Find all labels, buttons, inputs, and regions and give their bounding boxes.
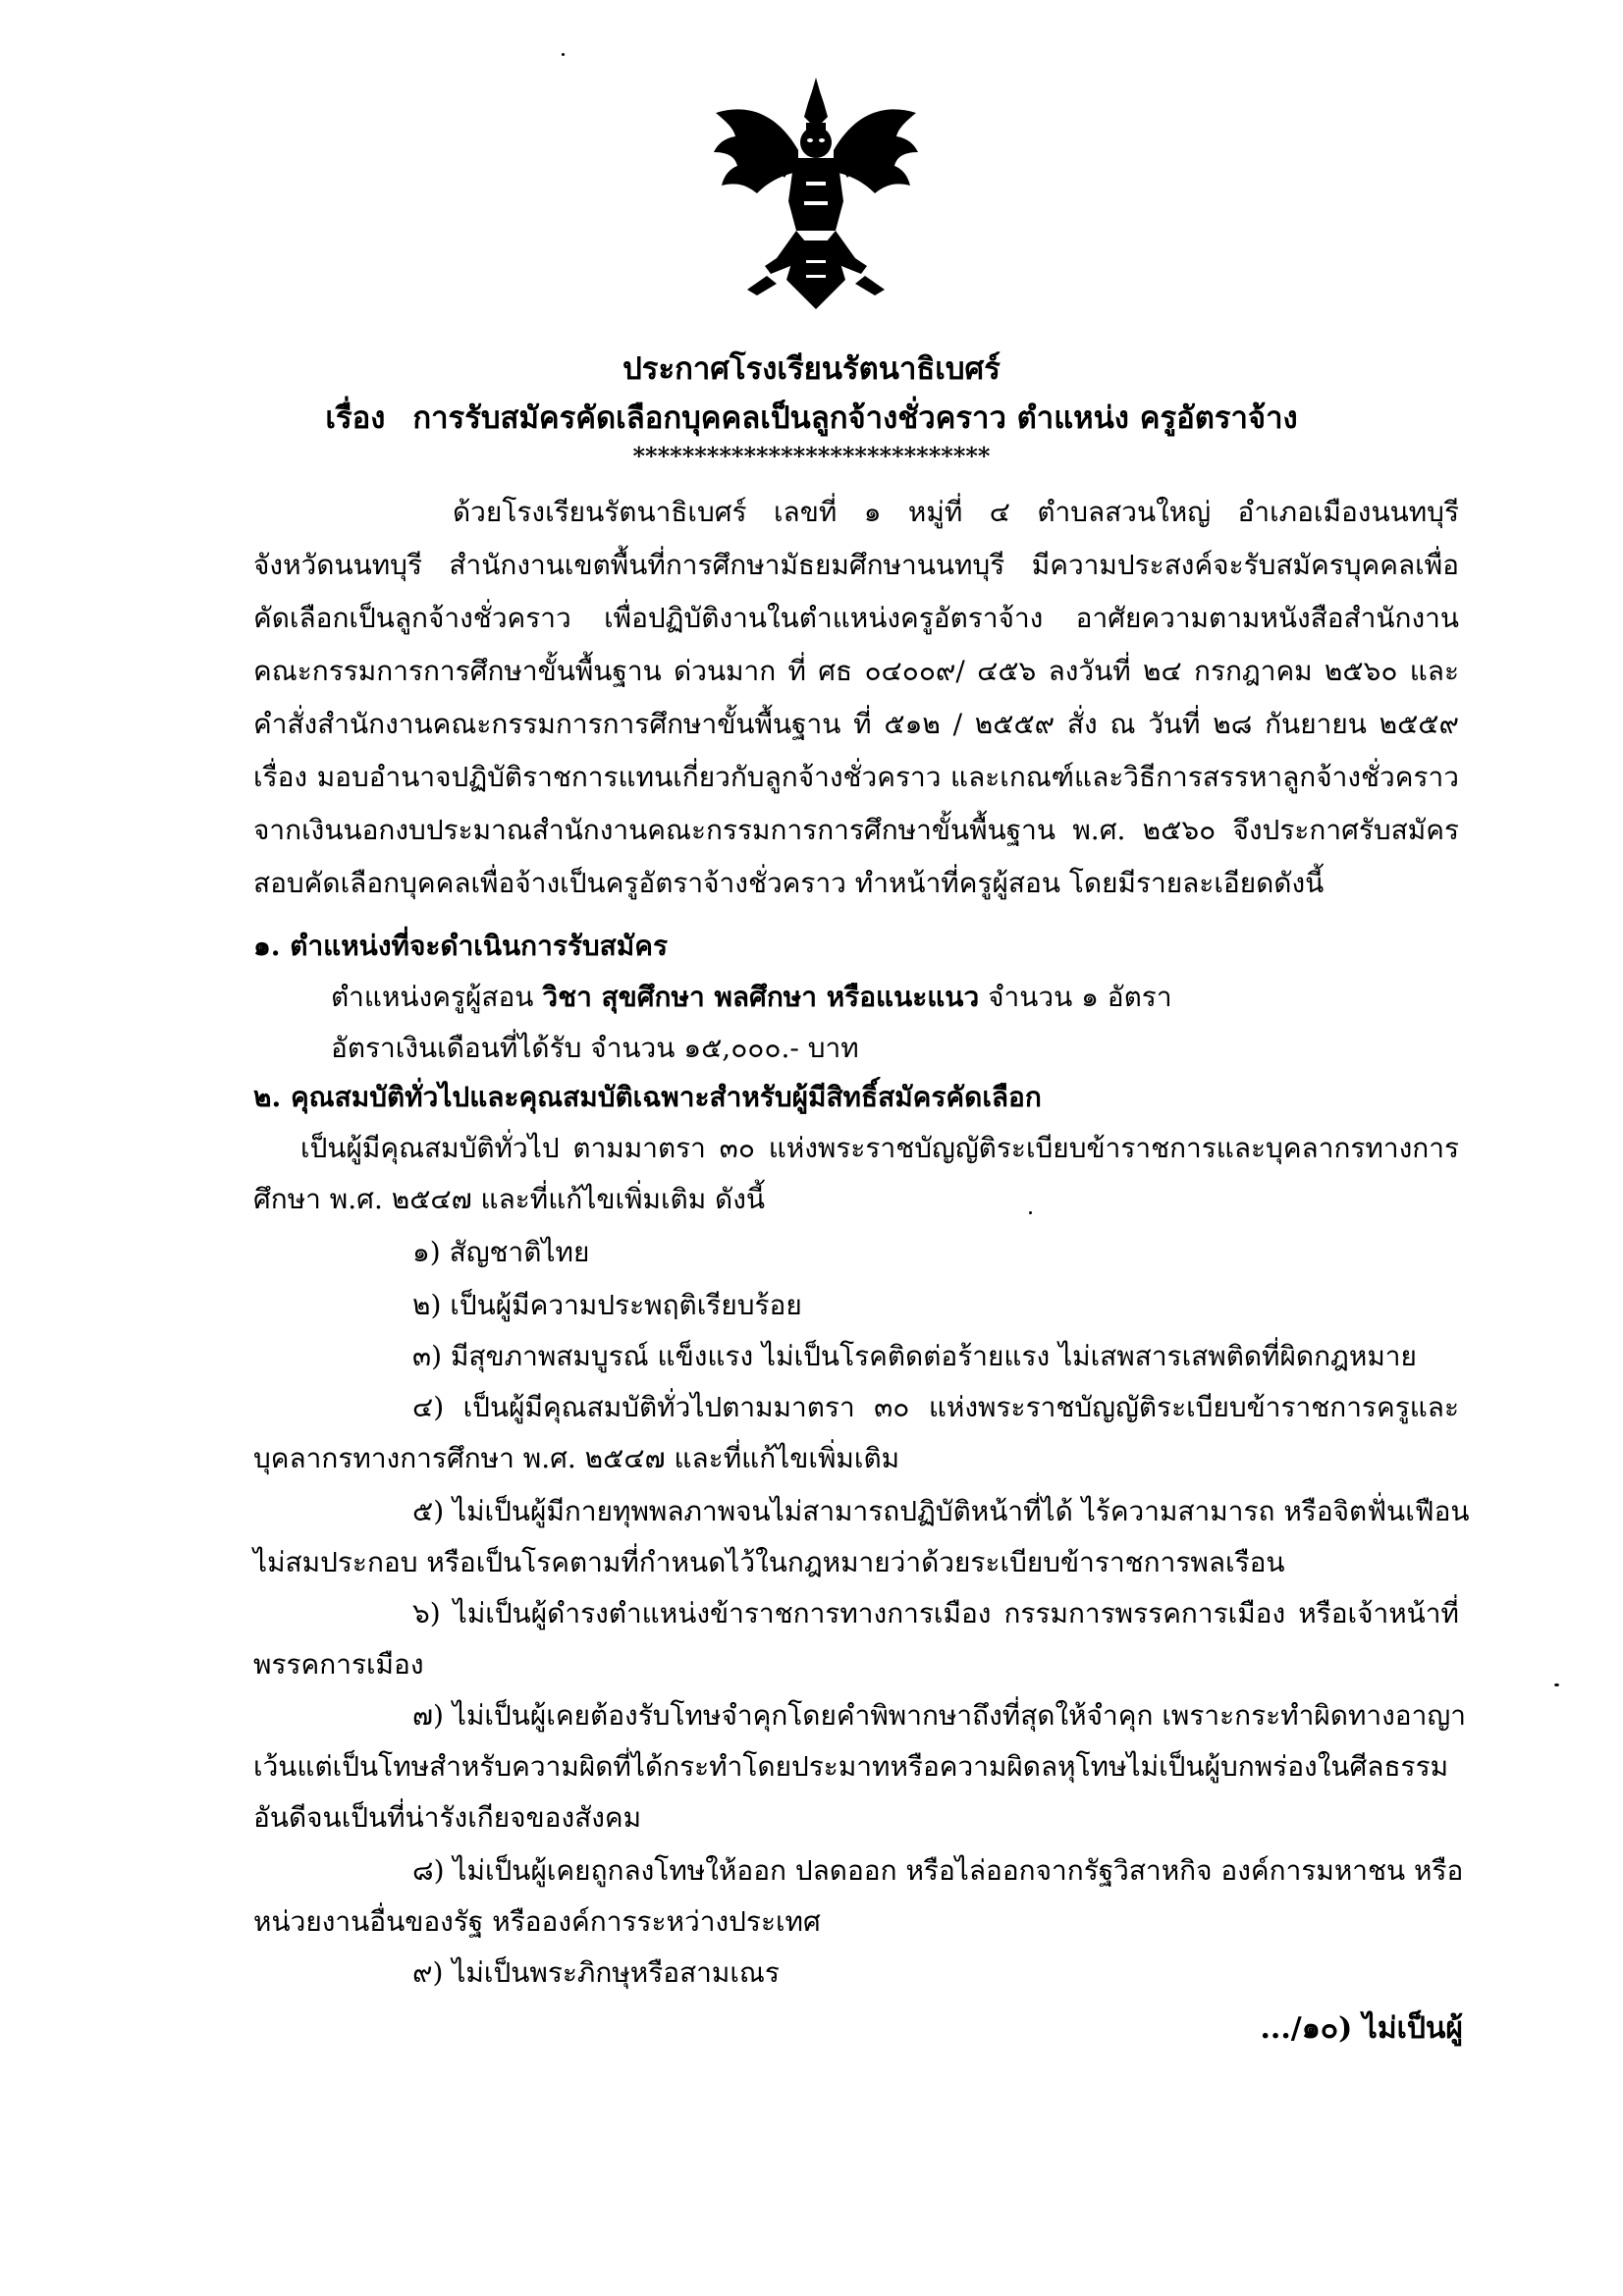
section-2-intro-line: ศึกษา พ.ศ. ๒๕๔๗ และที่แก้ไขเพิ่มเติม ดังนี้	[253, 1183, 766, 1215]
intro-line: ด้วยโรงเรียนรัตนาธิเบศร์ เลขที่ ๑ หมู่ที่ ๔ ตำบลสวนใหญ่ อำเภอเมืองนนทบุรี	[453, 496, 1459, 528]
qualification-item-cont: พรรคการเมือง	[253, 1648, 424, 1681]
subject-text: การรับสมัครคัดเลือกบุคคลเป็นลูกจ้างชั่วคราว ตำแหน่ง ครูอัตราจ้าง	[412, 400, 1298, 436]
separator-stars: *****************************	[632, 442, 991, 470]
scan-speck	[562, 53, 565, 56]
garuda-emblem-icon	[708, 74, 924, 319]
intro-line: คัดเลือกเป็นลูกจ้างชั่วคราว เพื่อปฏิบัติงานในตำแหน่งครูอัตราจ้าง อาศัยความตามหนังสือสำนักงาน	[253, 602, 1459, 634]
qualification-item: ๗) ไม่เป็นผู้เคยต้องรับโทษจำคุกโดยคำพิพากษาถึงที่สุดให้จำคุก เพราะกระทำผิดทางอาญา	[412, 1699, 1466, 1732]
position-prefix: ตำแหน่งครูผู้สอน	[331, 981, 543, 1013]
page-title: ประกาศโรงเรียนรัตนาธิเบศร์	[622, 351, 1001, 387]
intro-line: เรื่อง มอบอำนาจปฏิบัติราชการแทนเกี่ยวกับลูกจ้างชั่วคราว และเกณฑ์และวิธีการสรรหาลูกจ้างชั่วคราว	[253, 761, 1459, 793]
subject-label: เรื่อง	[325, 400, 386, 436]
intro-line: สอบคัดเลือกบุคคลเพื่อจ้างเป็นครูอัตราจ้างชั่วคราว ทำหน้าที่ครูผู้สอน โดยมีรายละเอียดดังนี้	[253, 867, 1325, 899]
qualification-item-cont: ไม่สมประกอบ หรือเป็นโรคตามที่กำหนดไว้ในกฎหมายว่าด้วยระเบียบข้าราชการพลเรือน	[253, 1546, 1285, 1578]
qualification-item: ๒) เป็นผู้มีความประพฤติเรียบร้อย	[412, 1289, 802, 1321]
intro-line: คณะกรรมการการศึกษาขั้นพื้นฐาน ด่วนมาก ที่ ศธ ๐๔๐๐๙/ ๔๕๖ ลงวันที่ ๒๔ กรกฎาคม ๒๕๖๐ และ	[253, 655, 1459, 687]
qualification-item-cont: อันดีจนเป็นที่น่ารังเกียจของสังคม	[253, 1801, 642, 1834]
qualification-item: ๖) ไม่เป็นผู้ดำรงตำแหน่งข้าราชการทางการเมือง กรรมการพรรคการเมือง หรือเจ้าหน้าที่	[412, 1597, 1459, 1629]
intro-line: คำสั่งสำนักงานคณะกรรมการการศึกษาขั้นพื้นฐาน ที่ ๕๑๒ / ๒๕๕๙ สั่ง ณ วันที่ ๒๘ กันยายน ๒๕๕๙	[253, 708, 1459, 740]
position-suffix: จำนวน ๑ อัตรา	[979, 981, 1172, 1013]
scan-speck	[1029, 1211, 1032, 1214]
position-subject: วิชา สุขศึกษา พลศึกษา หรือแนะแนว	[542, 981, 980, 1013]
intro-line: จากเงินนอกงบประมาณสำนักงานคณะกรรมการการศึกษาขั้นพื้นฐาน พ.ศ. ๒๕๖๐ จึงประกาศรับสมัคร	[253, 814, 1459, 846]
qualification-item-cont: บุคลากรทางการศึกษา พ.ศ. ๒๕๔๗ และที่แก้ไขเพิ่มเติม	[253, 1442, 900, 1474]
intro-line: จังหวัดนนทบุรี สำนักงานเขตพื้นที่การศึกษามัธยมศึกษานนทบุรี มีความประสงค์จะรับสมัครบุคคลเพื่อ	[253, 549, 1459, 581]
qualification-item: ๙) ไม่เป็นพระภิกษุหรือสามเณร	[412, 1956, 780, 1989]
salary-line: อัตราเงินเดือนที่ได้รับ จำนวน ๑๕,๐๐๐.- บาท	[331, 1032, 859, 1064]
qualification-item-cont: เว้นแต่เป็นโทษสำหรับความผิดที่ได้กระทำโดยประมาทหรือความผิดลหุโทษไม่เป็นผู้บกพร่องในศีลธรรม	[253, 1750, 1449, 1783]
position-line	[331, 978, 1172, 1017]
section-2-intro-line: เป็นผู้มีคุณสมบัติทั่วไป ตามมาตรา ๓๐ แห่งพระราชบัญญัติระเบียบข้าราชการและบุคลากรทางการ	[300, 1132, 1459, 1164]
section-1-heading: ๑. ตำแหน่งที่จะดำเนินการรับสมัคร	[253, 930, 668, 962]
qualification-item: ๔) เป็นผู้มีคุณสมบัติทั่วไปตามมาตรา ๓๐ แห่งพระราชบัญญัติระเบียบข้าราชการครูและ	[412, 1391, 1459, 1423]
qualification-item: ๑) สัญชาติไทย	[412, 1236, 590, 1268]
qualification-item: ๓) มีสุขภาพสมบูรณ์ แข็งแรง ไม่เป็นโรคติดต่อร้ายแรง ไม่เสพสารเสพติดที่ผิดกฎหมาย	[412, 1340, 1417, 1372]
section-2-heading: ๒. คุณสมบัติทั่วไปและคุณสมบัติเฉพาะสำหรับผู้มีสิทธิ์สมัครคัดเลือก	[253, 1081, 1042, 1113]
scan-speck	[1554, 1683, 1559, 1686]
continuation-note: .../๑๐) ไม่เป็นผู้	[1260, 2011, 1463, 2046]
qualification-item: ๕) ไม่เป็นผู้มีกายทุพพลภาพจนไม่สามารถปฏิบัติหน้าที่ได้ ไร้ความสามารถ หรือจิตฟั่นเฟือน	[412, 1495, 1470, 1527]
qualification-item-cont: หน่วยงานอื่นของรัฐ หรือองค์การระหว่างประเทศ	[253, 1905, 821, 1938]
qualification-item: ๘) ไม่เป็นผู้เคยถูกลงโทษให้ออก ปลดออก หรือไล่ออกจากรัฐวิสาหกิจ องค์การมหาชน หรือ	[412, 1854, 1464, 1887]
subject-line	[0, 393, 1623, 442]
